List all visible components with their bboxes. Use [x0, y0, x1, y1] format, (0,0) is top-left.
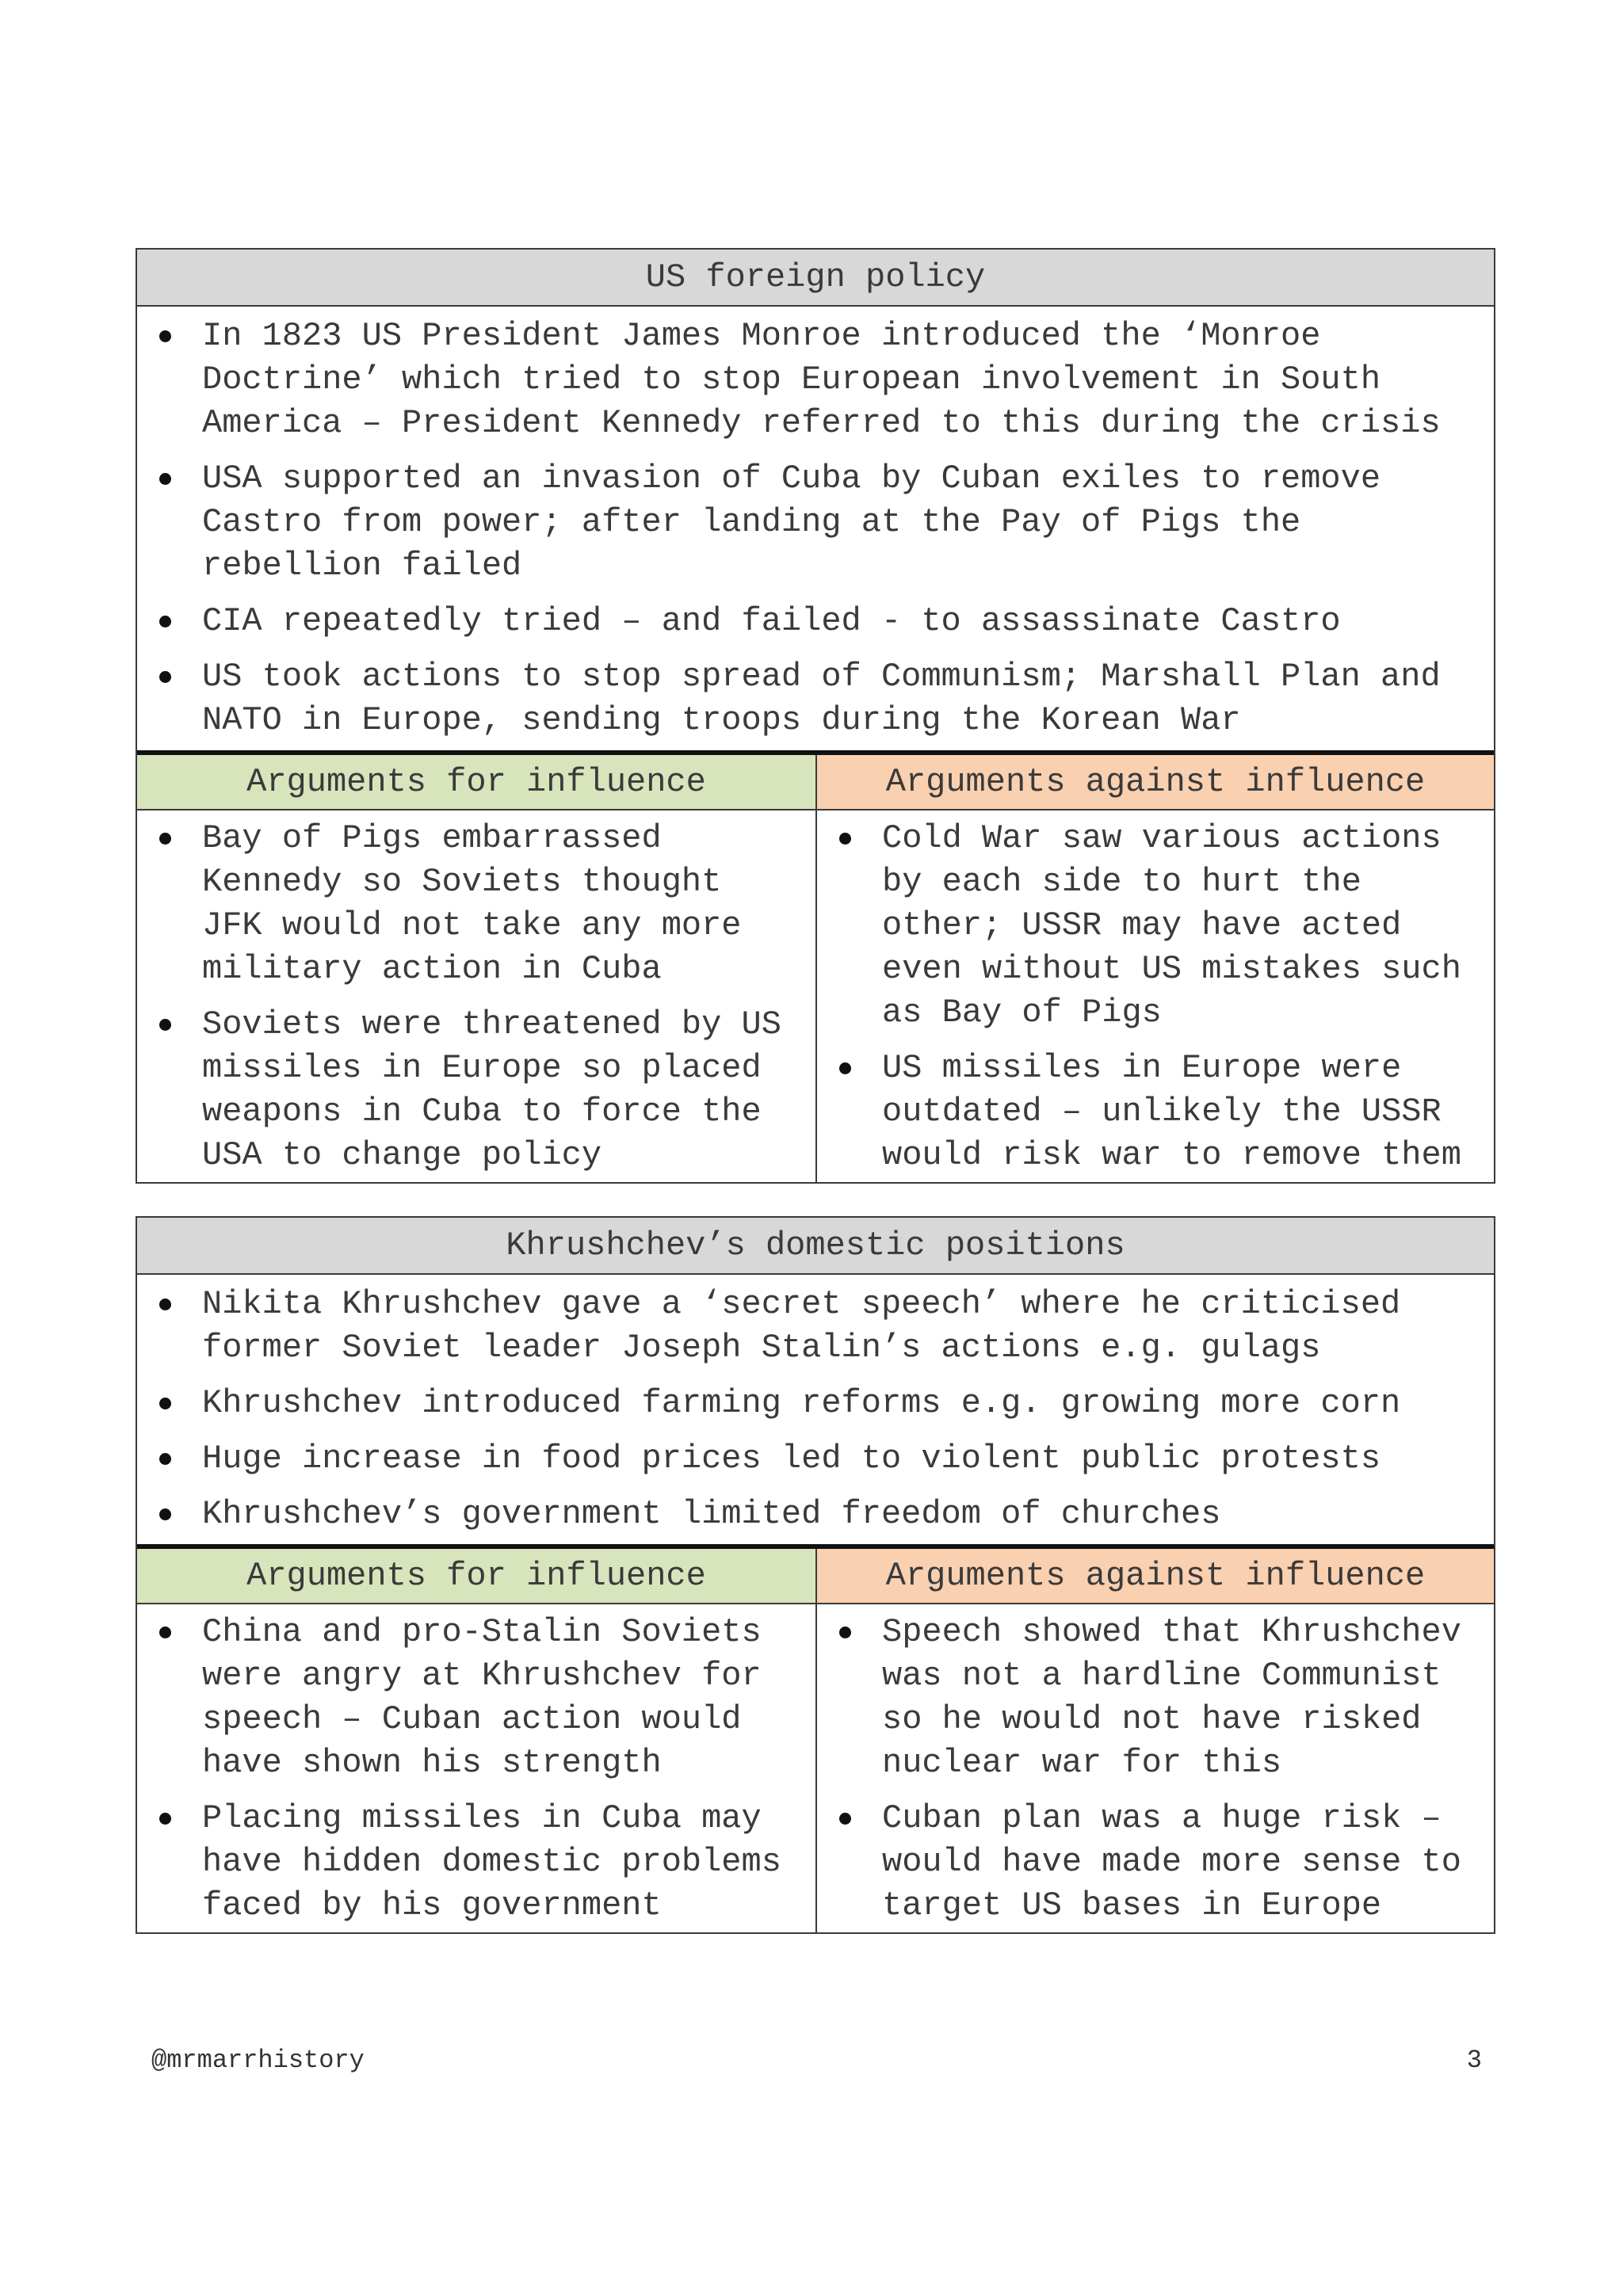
- section-title: Khrushchev’s domestic positions: [137, 1218, 1494, 1275]
- list-item: [155, 600, 1472, 643]
- list-item: [834, 1797, 1480, 1928]
- list-item-text: Nikita Khrushchev gave a ‘secret speech’ where he criticised former Soviet leader Joseph Stalin’s actions e.g. gulags: [202, 1285, 1401, 1367]
- arguments-row: [137, 1549, 1494, 1932]
- list-item: [155, 1283, 1472, 1370]
- list-item-text: Speech showed that Khrushchev was not a hardline Communist so he would not have risked nuclear war for this: [882, 1613, 1461, 1782]
- list-item-text: Cold War saw various actions by each side to hurt the other; USSR may have acted even without US mistakes such as Bay of Pigs: [882, 819, 1461, 1032]
- list-item: [155, 457, 1472, 588]
- list-item-text: In 1823 US President James Monroe introduced the ‘Monroe Doctrine’ which tried to stop European involvement in South America – President Kennedy referred to this during the crisis: [202, 317, 1441, 442]
- list-item-text: Placing missiles in Cuba may have hidden domestic problems faced by his government: [202, 1799, 781, 1924]
- section-intro: [137, 307, 1494, 755]
- list-item-text: Soviets were threatened by US missiles in Europe so placed weapons in Cuba to force the USA to change policy: [202, 1005, 781, 1174]
- list-item-text: Khrushchev’s government limited freedom of churches: [202, 1495, 1221, 1533]
- list-item: [155, 1437, 1472, 1481]
- arguments-for-column: [137, 755, 815, 1182]
- section-title: US foreign policy: [137, 250, 1494, 307]
- arguments-against-list: [834, 817, 1480, 1177]
- bullet-icon: [839, 1813, 851, 1825]
- bullet-icon: [159, 330, 171, 342]
- list-item: [155, 1493, 1472, 1536]
- list-item: [155, 1382, 1472, 1425]
- list-item-text: Bay of Pigs embarrassed Kennedy so Soviets thought JFK would not take any more military action in Cuba: [202, 819, 742, 988]
- list-item: [834, 1047, 1480, 1177]
- arguments-for-column: [137, 1549, 815, 1932]
- arguments-row: [137, 755, 1494, 1182]
- section-intro: [137, 1275, 1494, 1549]
- list-item: [155, 1797, 801, 1928]
- arguments-for-list: [155, 817, 801, 1177]
- intro-list: [155, 315, 1472, 742]
- bullet-icon: [839, 1627, 851, 1638]
- arguments-for-body: [137, 1604, 815, 1932]
- arguments-for-body: [137, 810, 815, 1182]
- bullet-icon: [159, 833, 171, 845]
- arguments-against-list: [834, 1611, 1480, 1928]
- us-foreign-policy-table: [136, 248, 1495, 1184]
- list-item-text: CIA repeatedly tried – and failed - to assassinate Castro: [202, 602, 1341, 640]
- bullet-icon: [159, 473, 171, 485]
- bullet-icon: [159, 1299, 171, 1310]
- bullet-icon: [159, 1627, 171, 1638]
- arguments-against-column: [815, 755, 1494, 1182]
- bullet-icon: [159, 1813, 171, 1825]
- arguments-for-heading: Arguments for influence: [137, 755, 815, 810]
- bullet-icon: [159, 671, 171, 683]
- arguments-against-body: [817, 1604, 1494, 1932]
- list-item: [155, 1003, 801, 1177]
- bullet-icon: [159, 1398, 171, 1409]
- list-item: [834, 817, 1480, 1035]
- list-item: [155, 315, 1472, 445]
- intro-list: [155, 1283, 1472, 1536]
- list-item-text: USA supported an invasion of Cuba by Cuban exiles to remove Castro from power; after landing at the Pay of Pigs the rebellion failed: [202, 460, 1381, 585]
- bullet-icon: [159, 616, 171, 627]
- list-item-text: Huge increase in food prices led to violent public protests: [202, 1440, 1381, 1478]
- bullet-icon: [159, 1453, 171, 1465]
- arguments-against-column: [815, 1549, 1494, 1932]
- arguments-against-body: [817, 810, 1494, 1182]
- page-number: 3: [1466, 2046, 1482, 2075]
- list-item-text: Khrushchev introduced farming reforms e.g. growing more corn: [202, 1384, 1401, 1422]
- list-item: [155, 1611, 801, 1785]
- list-item-text: US took actions to stop spread of Communism; Marshall Plan and NATO in Europe, sending troops during the Korean War: [202, 658, 1441, 739]
- list-item: [155, 817, 801, 991]
- arguments-for-heading: Arguments for influence: [137, 1549, 815, 1604]
- arguments-for-list: [155, 1611, 801, 1928]
- footer-handle: @mrmarrhistory: [151, 2046, 365, 2075]
- arguments-against-heading: Arguments against influence: [817, 755, 1494, 810]
- bullet-icon: [159, 1019, 171, 1031]
- list-item-text: Cuban plan was a huge risk – would have made more sense to target US bases in Europe: [882, 1799, 1461, 1924]
- list-item-text: China and pro-Stalin Soviets were angry at Khrushchev for speech – Cuban action would have shown his strength: [202, 1613, 762, 1782]
- list-item: [834, 1611, 1480, 1785]
- list-item: [155, 655, 1472, 742]
- bullet-icon: [159, 1508, 171, 1520]
- bullet-icon: [839, 1062, 851, 1074]
- bullet-icon: [839, 833, 851, 845]
- list-item-text: US missiles in Europe were outdated – unlikely the USSR would risk war to remove them: [882, 1049, 1461, 1174]
- khrushchev-domestic-table: [136, 1216, 1495, 1934]
- arguments-against-heading: Arguments against influence: [817, 1549, 1494, 1604]
